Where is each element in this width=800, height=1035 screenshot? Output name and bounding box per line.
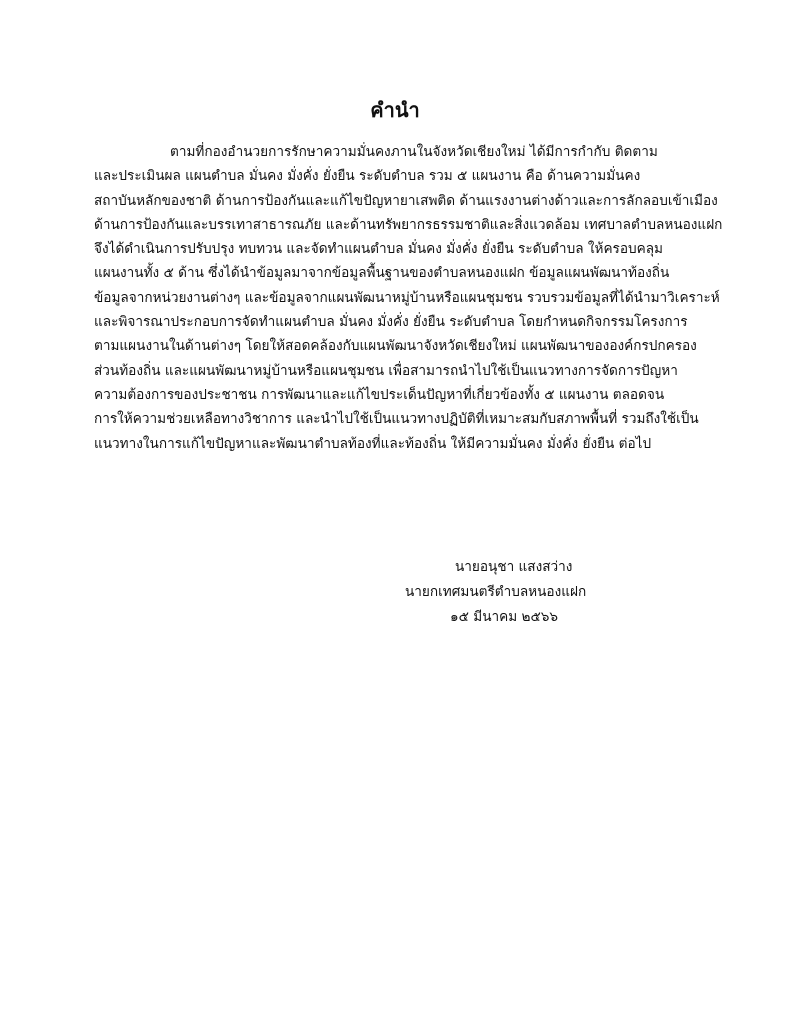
preface-paragraph <box>94 140 723 456</box>
paragraph-line: สถาบันหลักของชาติ ด้านการป้องกันและแก้ไขปัญหายาเสพติด ด้านแรงงานต่างด้าวและการลักลอบเข้าเมือง <box>94 192 718 209</box>
paragraph-line: จึงได้ดำเนินการปรับปรุง ทบทวน และจัดทำแผนตำบล มั่นคง มั่งคั่ง ยั่งยืน ระดับตำบล ให้ครอบคลุม <box>94 241 664 258</box>
paragraph-line: และประเมินผล แผนตำบล มั่นคง มั่งคั่ง ยั่งยืน ระดับตำบล รวม ๕ แผนงาน คือ ด้านความมั่นคง <box>94 168 641 185</box>
signature-date: ๑๕ มีนาคม ๒๕๖๖ <box>450 609 559 625</box>
paragraph-line: ด้านการป้องกันและบรรเทาสาธารณภัย และด้านทรัพยากรธรรมชาติและสิ่งแวดล้อม เทศบาลตำบลหนองแฝก <box>94 216 723 233</box>
paragraph-line: และพิจารณาประกอบการจัดทำแผนตำบล มั่นคง มั่งคั่ง ยั่งยืน ระดับตำบล โดยกำหนดกิจกรรมโครงการ <box>94 314 688 331</box>
paragraph-line: ความต้องการของประชาชน การพัฒนาและแก้ไขประเด็นปัญหาที่เกี่ยวข้องทั้ง ๕ แผนงาน ตลอดจน <box>94 386 665 403</box>
paragraph-line: ตามที่กองอำนวยการรักษาความมั่นคงภานในจังหวัดเชียงใหม่ ได้มีการกำกับ ติดตาม <box>170 144 658 160</box>
paragraph-line: การให้ความช่วยเหลือทางวิชาการ และนำไปใช้เป็นแนวทางปฏิบัติที่เหมาะสมกับสภาพพื้นที่ รวมถึงใช้เป็น <box>94 411 699 428</box>
paragraph-line: ตามแผนงานในด้านต่างๆ โดยให้สอดคล้องกับแผนพัฒนาจังหวัดเชียงใหม่ แผนพัฒนาขององค์กรปกครอง <box>94 338 697 355</box>
page-title: คำนำ <box>370 98 420 122</box>
paragraph-line: ข้อมูลจากหน่วยงานต่างๆ และข้อมูลจากแผนพัฒนาหมู่บ้านหรือแผนชุมชน รวบรวมข้อมูลที่ได้นำมาวิเคราะห์ <box>94 289 720 306</box>
signer-name: นายอนุชา แสงสว่าง <box>455 559 573 575</box>
signer-position: นายกเทศมนตรีตำบลหนองแฝก <box>405 584 587 600</box>
paragraph-line: ส่วนท้องถิ่น และแผนพัฒนาหมู่บ้านหรือแผนชุมชน เพื่อสามารถนำไปใช้เป็นแนวทางการจัดการปัญหา <box>94 362 678 379</box>
paragraph-line: แนวทางในการแก้ไขปัญหาและพัฒนาตำบลท้องที่และท้องถิ่น ให้มีความมั่นคง มั่งคั่ง ยั่งยืน ต่อไป <box>94 435 652 452</box>
paragraph-line: แผนงานทั้ง ๕ ด้าน ซึ่งได้นำข้อมูลมาจากข้อมูลพื้นฐานของตำบลหนองแฝก ข้อมูลแผนพัฒนาท้องถิ่น <box>94 265 670 282</box>
